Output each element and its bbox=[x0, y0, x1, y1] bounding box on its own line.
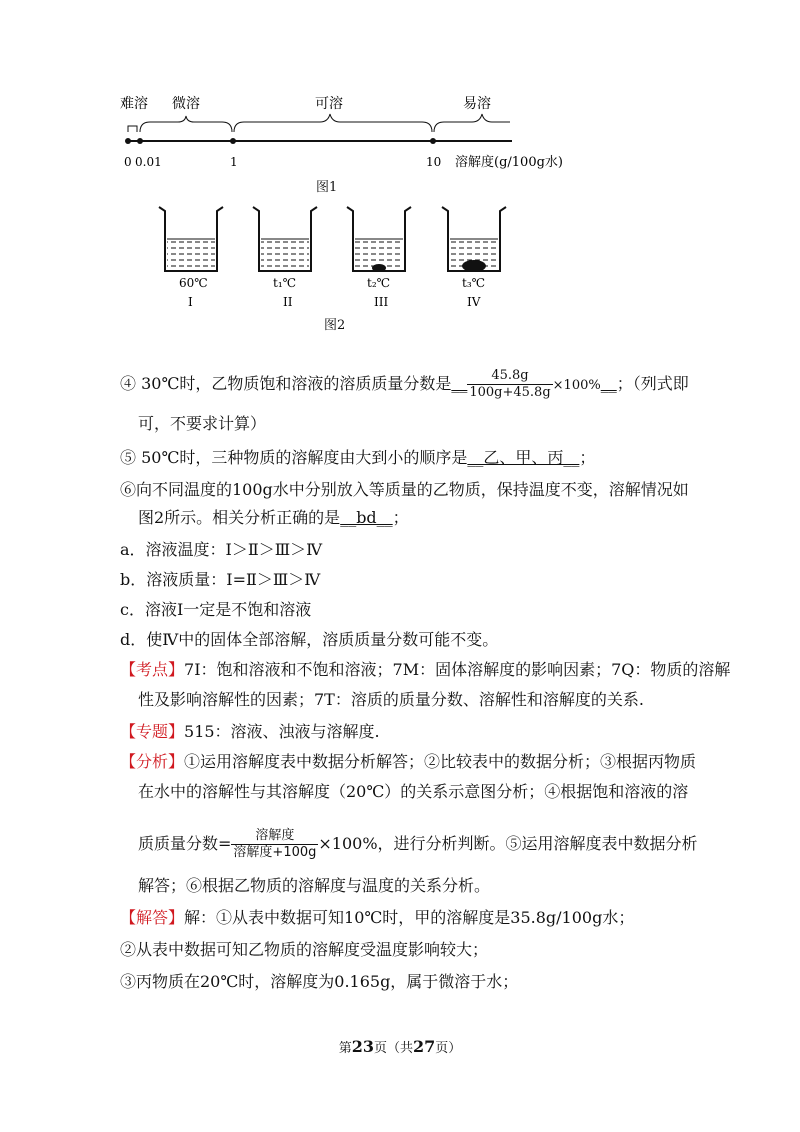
q4-suffix: ；（列式即 bbox=[616, 374, 689, 393]
fenxi-line-3 bbox=[138, 828, 698, 861]
region-label-weirong: 微溶 bbox=[172, 96, 200, 112]
region-label-yirong: 易溶 bbox=[463, 96, 491, 112]
tick-dot-0 bbox=[125, 138, 131, 144]
tick-label-1: 1 bbox=[230, 155, 238, 169]
q6-line2-suffix: ； bbox=[392, 508, 409, 527]
tick-dot-1 bbox=[230, 138, 236, 144]
brace-nanrong bbox=[128, 126, 137, 132]
q4-times: ×100% bbox=[552, 378, 601, 393]
tick-dot-0-01 bbox=[137, 138, 143, 144]
q4-blank-post: __ bbox=[600, 374, 617, 393]
fenxi-line3-suffix: ×100%，进行分析判断。⑤运用溶解度表中数据分析 bbox=[318, 834, 698, 853]
region-label-kerong: 可溶 bbox=[315, 96, 343, 112]
q6-line2-prefix: 图2所示。相关分析正确的是 bbox=[138, 508, 341, 527]
q5-suffix: ； bbox=[579, 448, 596, 467]
tick-label-0-01: 0.01 bbox=[135, 155, 162, 169]
option-c: c．溶液Ⅰ一定是不饱和溶液 bbox=[120, 600, 312, 619]
region-label-nanrong: 难溶 bbox=[120, 96, 148, 112]
jieda-text-1: 解：①从表中数据可知10℃时，甲的溶解度是35.8g/100g水； bbox=[184, 908, 635, 927]
beaker-3 bbox=[347, 207, 411, 272]
option-d: d．使Ⅳ中的固体全部溶解，溶质质量分数可能不变。 bbox=[120, 630, 499, 649]
tick-dot-10 bbox=[430, 138, 436, 144]
q6-line-2 bbox=[138, 508, 409, 528]
footer-mid: 页（共 bbox=[373, 1041, 413, 1056]
beaker-1-roman: I bbox=[188, 295, 193, 309]
jieda-line-2: ②从表中数据可知乙物质的溶解度受温度影响较大； bbox=[120, 940, 489, 959]
brace-weirong bbox=[140, 116, 232, 132]
fenxi-line-1 bbox=[120, 752, 696, 772]
beaker-2-temp: t₁℃ bbox=[273, 276, 297, 290]
option-a: a．溶液温度：Ⅰ＞Ⅱ＞Ⅲ＞Ⅳ bbox=[120, 540, 323, 559]
zhuanti-text: 515：溶液、浊液与溶解度. bbox=[184, 722, 380, 741]
q4-prefix: ④ 30℃时，乙物质饱和溶液的溶质质量分数是 bbox=[120, 374, 452, 393]
kaodian-text-1: 7I：饱和溶液和不饱和溶液；7M：固体溶解度的影响因素；7Q：物质的溶解 bbox=[184, 660, 731, 679]
q4-blank-pre: __ bbox=[451, 374, 468, 393]
beaker-2 bbox=[253, 207, 317, 271]
tick-label-0: 0 bbox=[124, 155, 132, 169]
q5-answer: __乙、甲、丙__ bbox=[467, 448, 580, 467]
q5-prefix: ⑤ 50℃时，三种物质的溶解度由大到小的顺序是 bbox=[120, 448, 468, 467]
beaker-1 bbox=[159, 207, 223, 271]
fenxi-line-4: 解答；⑥根据乙物质的溶解度与温度的关系分析。 bbox=[138, 876, 491, 895]
fenxi-frac-den: 溶解度+100g bbox=[233, 845, 317, 860]
fenxi-frac-num: 溶解度 bbox=[231, 828, 318, 845]
zhuanti-label: 【专题】 bbox=[120, 722, 185, 741]
fenxi-line-2: 在水中的溶解性与其溶解度（20℃）的关系示意图分析；④根据饱和溶液的溶 bbox=[138, 782, 689, 801]
figure-2-caption: 图2 bbox=[324, 318, 346, 333]
kaodian-label: 【考点】 bbox=[120, 660, 185, 679]
jieda-line-3: ③丙物质在20℃时，溶解度为0.165g，属于微溶于水； bbox=[120, 972, 519, 991]
fenxi-text-1: ①运用溶解度表中数据分析解答；②比较表中的数据分析；③根据丙物质 bbox=[184, 752, 697, 771]
option-b: b．溶液质量：Ⅰ=Ⅱ＞Ⅲ＞Ⅳ bbox=[120, 570, 321, 589]
q4-line-2: 可，不要求计算） bbox=[138, 414, 267, 433]
kaodian-line-1 bbox=[120, 660, 730, 680]
beaker-3-roman: III bbox=[374, 295, 389, 309]
beaker-3-temp: t₂℃ bbox=[367, 276, 391, 290]
beaker-4 bbox=[442, 207, 506, 272]
brace-kerong bbox=[234, 114, 432, 132]
q4-fraction bbox=[467, 368, 552, 401]
kaodian-line-2: 性及影响溶解性的因素；7T：溶质的质量分数、溶解性和溶解度的关系. bbox=[138, 690, 644, 709]
beaker-1-temp: 60℃ bbox=[179, 276, 208, 290]
question-4 bbox=[120, 368, 689, 401]
footer-post: 页） bbox=[435, 1041, 462, 1056]
footer-total-pages: 27 bbox=[413, 1037, 436, 1056]
q4-frac-den: 100g+45.8g bbox=[469, 385, 551, 400]
question-5 bbox=[120, 448, 595, 468]
fenxi-label: 【分析】 bbox=[120, 752, 185, 771]
beaker-2-roman: II bbox=[283, 295, 293, 309]
q6-line-1: ⑥向不同温度的100g水中分别放入等质量的乙物质，保持温度不变，溶解情况如 bbox=[120, 480, 689, 499]
jieda-line-1 bbox=[120, 908, 634, 928]
beaker-4-roman: IV bbox=[467, 295, 481, 309]
solubility-number-line bbox=[110, 92, 580, 177]
q4-frac-num: 45.8g bbox=[467, 368, 552, 385]
footer-pre: 第 bbox=[338, 1041, 352, 1056]
q6-answer: __bd__ bbox=[340, 508, 393, 527]
zhuanti-line bbox=[120, 722, 380, 742]
jieda-label: 【解答】 bbox=[120, 908, 185, 927]
page-footer bbox=[0, 1037, 800, 1056]
tick-label-10: 10 bbox=[426, 155, 442, 169]
fenxi-line3-prefix: 质质量分数= bbox=[138, 834, 232, 853]
axis-label: 溶解度(g/100g水) bbox=[455, 155, 563, 170]
beaker-diagram bbox=[155, 203, 515, 313]
brace-yirong bbox=[434, 114, 510, 132]
figure-1-caption: 图1 bbox=[316, 180, 338, 195]
footer-page-number: 23 bbox=[351, 1037, 374, 1056]
beaker-4-temp: t₃℃ bbox=[462, 276, 486, 290]
fenxi-fraction bbox=[231, 828, 318, 861]
